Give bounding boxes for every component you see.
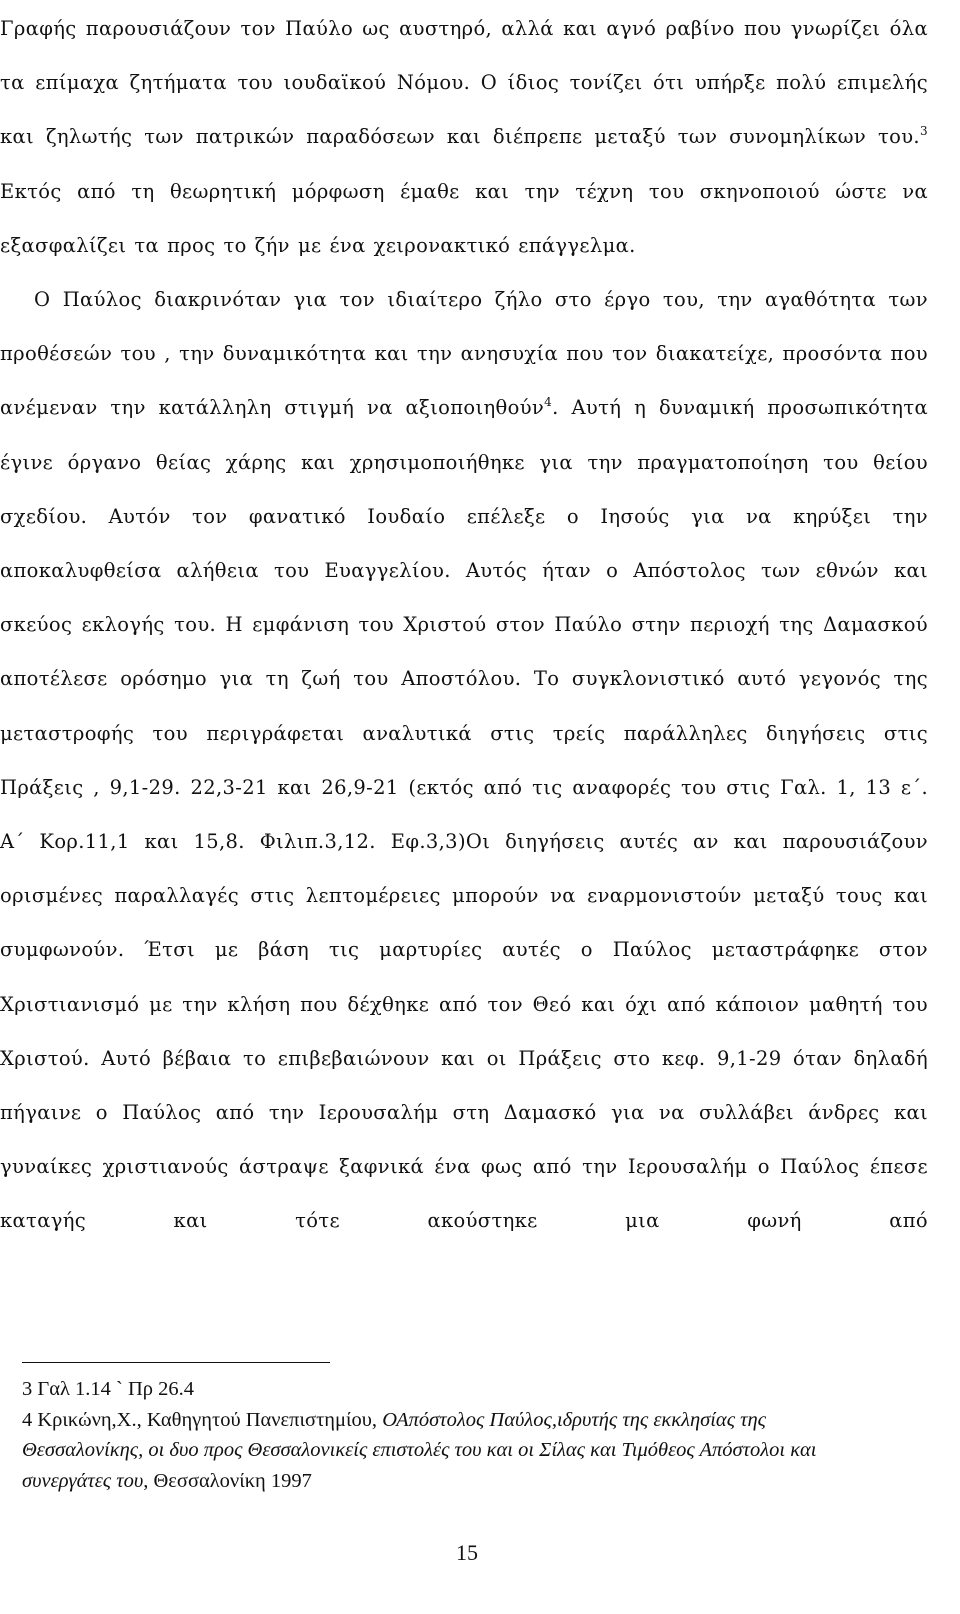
footnote: 3 Γαλ 1.14 ` Πρ 26.4 [22,1378,195,1400]
paragraph [0,273,928,1249]
footnote-text: , Θεσσαλονίκη 1997 [143,1469,312,1492]
text-run: Γραφής παρουσιάζουν τον Παύλο ως αυστηρό, αλλά και αγνό ραβίνο που γνωρίζει όλα τα επίμαχα ζητήματα του ιουδαϊκού Νόμου. Ο ίδιος τονίζει ότι υπήρξε πολύ επιμελής και ζηλωτής των πατρικών παραδόσεων και διέπρεπε μεταξύ των συνομηλίκων του. [0,17,928,149]
paragraph [0,2,928,273]
body-text [0,2,928,1249]
footnote-ref[interactable]: 4 [544,395,553,410]
page-number: 15 [456,1540,478,1565]
footnote-text: 4 Κρικώνη,Χ., Καθηγητού Πανεπιστημίου, [22,1408,383,1431]
footnotes [22,1374,892,1496]
text-run: Ο Παύλος διακρινόταν για τον ιδιαίτερο ζήλο στο έργο του, την αγαθότητα των προθέσεών του , την δυναμικότητα και την ανησυχία που τον διακατείχε, προσόντα που ανέμεναν την κατάλληλη στιγμή να αξιοποιηθούν [0,288,928,420]
text-run: Εκτός από τη θεωρητική μόρφωση έμαθε και την τέχνη του σκηνοποιού ώστε να εξασφαλίζει τα προς το ζήν με ένα χειρονακτικό επάγγελμα. [0,179,928,257]
text-run: . Αυτή η δυναμική προσωπικότητα έγινε όργανο θείας χάρης και χρησιμοποιήθηκε για την πραγματοποίηση του θείου σχεδίου. Αυτόν τον φανατικό Ιουδαίο επέλεξε ο Ιησούς για να κηρύξει την αποκαλυφθείσα αλήθεια του Ευαγγελίου. Αυτός ήταν ο Απόστολος των εθνών και σκεύος εκλογής του. Η εμφάνιση του Χριστού στον Παύλο στην περιοχή της Δαμασκού αποτέλεσε ορόσημο για τη ζωή του Αποστόλου. Το συγκλονιστικό αυτό γεγονός της μεταστροφής του περιγράφεται αναλυτικά στις τρείς παράλληλες διηγήσεις στις Πράξεις , 9,1-29. 22,3-21 και 26,9-21 (εκτός από τις αναφορές του στις Γαλ. 1, 13 ε΄. Α΄ Κορ.11,1 και 15,8. Φιλιπ.3,12. Εφ.3,3)Οι διηγήσεις αυτές αν και παρουσιάζουν ορισμένες παραλλαγές στις λεπτομέρειες μπορούν να εναρμονιστούν μεταξύ τους και συμφωνούν. Έτσι με βάση τις μαρτυρίες αυτές ο Παύλος μεταστράφηκε στον Χριστιανισμό με την κλήση που δέχθηκε από τον Θεό και όχι από κάποιον μαθητή του Χριστού. Αυτό βέβαια το επιβεβαιώνουν και οι Πράξεις στο κεφ. 9,1-29 όταν δηλαδή πήγαινε ο Παύλος από την Ιερουσαλήμ στη Δαμασκό για να συλλάβει άνδρες και γυναίκες χριστιανούς άστραψε ξαφνικά ένα φως από την Ιερουσαλήμ ο Παύλος έπεσε καταγής και τότε ακούστηκε μια φωνή από [0,396,928,1233]
footnote-book-title: ΟΑπόστολος Παύλος,ιδρυτής της εκκλησίας της Θεσσαλονίκης, οι δυο προς Θεσσαλονικείς επιστολές του και οι Σίλας και Τιμόθεος Απόστολοι και συνεργάτες του [22,1408,817,1492]
footnote-separator [22,1362,330,1363]
footnote-ref[interactable]: 3 [920,124,928,139]
footnote [22,1405,892,1497]
